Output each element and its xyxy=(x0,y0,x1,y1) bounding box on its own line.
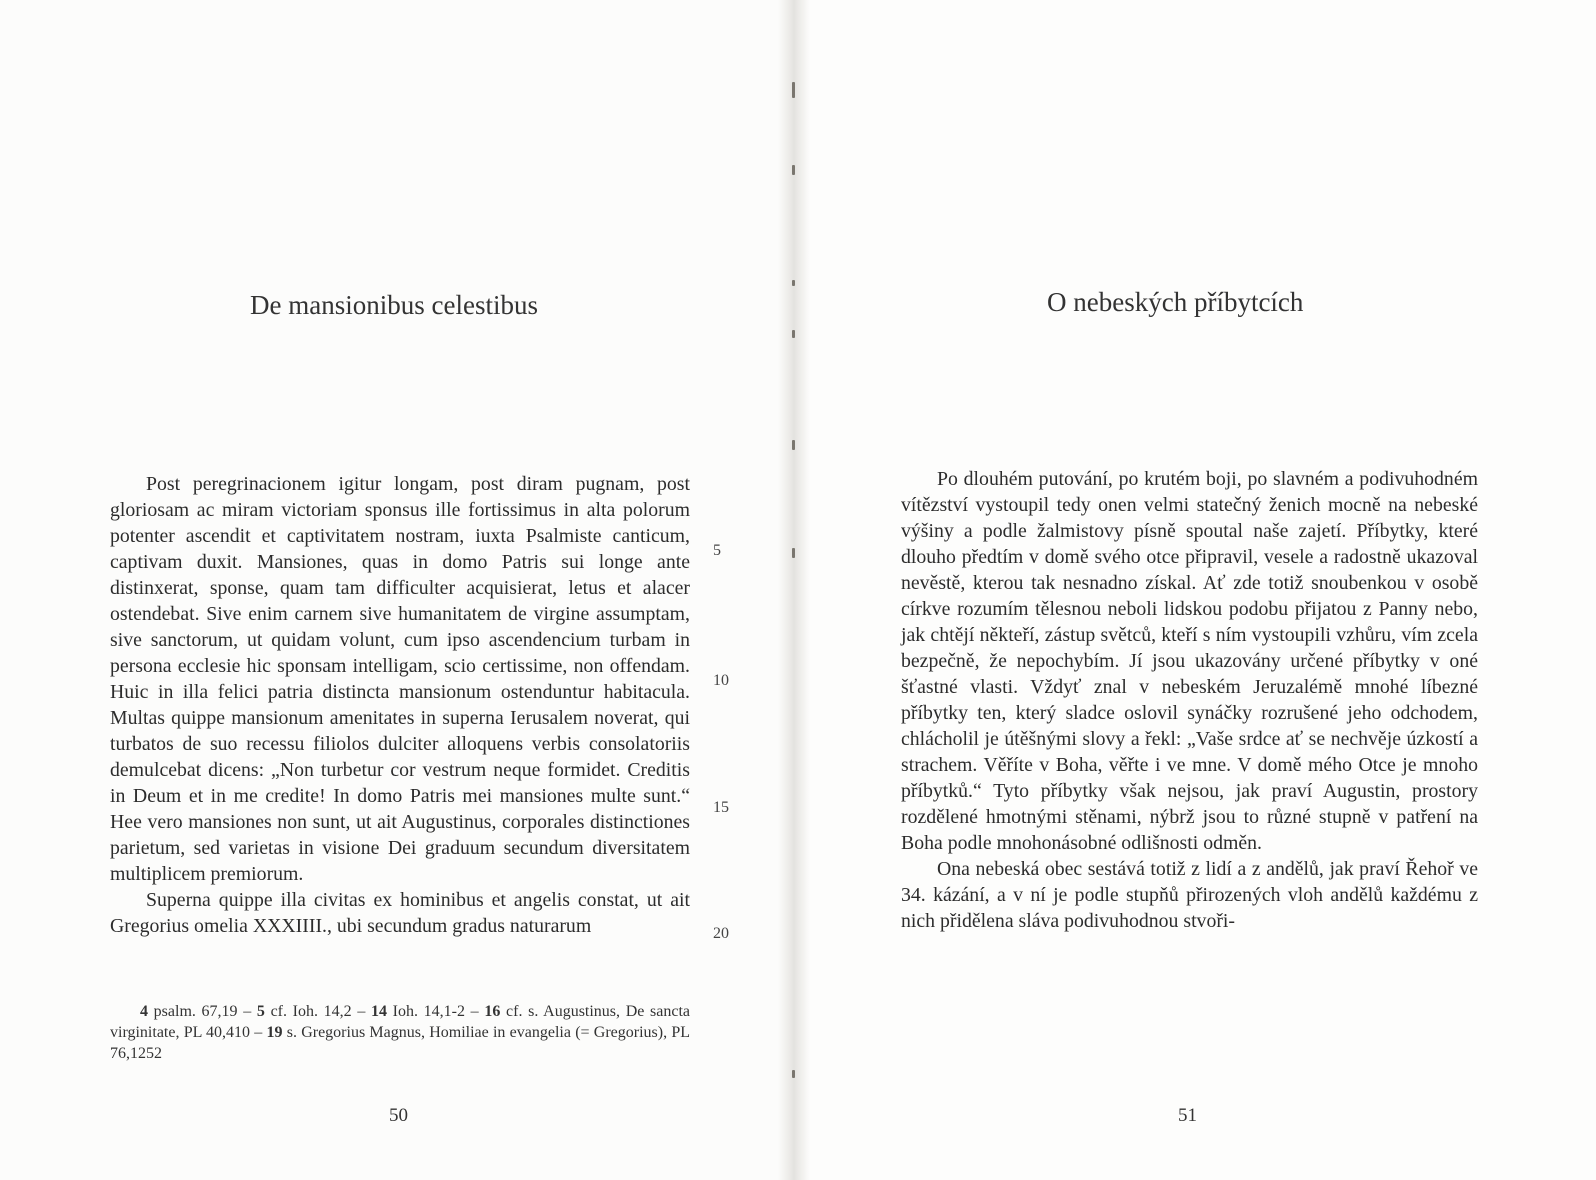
czech-paragraph-1: Po dlouhém putování, po krutém boji, po slavném a podivuhodném vítězství vystoupil tedy onen velmi statečný ženich mocně na nebeské výšiny a podle žalmistovy písně spoutal naše zajetí. Příbytky, které dlouho předtím v domě svého otce připravil, vesele a radostně ukazoval nevěstě, kterou tak nesnadno získal. Ať zde totiž snoubenkou v osobě církve rozumím tělesnou neboli lidskou podobu přijatou z Panny nebo, jak chtějí někteří, zástup světců, kteří s ním vystoupili vzhůru, vím zcela bezpečně, že nepochybím. Jí jsou ukazovány určené příbytky v oné šťastné vlasti. Vždyť znal v nebeském Jeruzalémě mnohé líbezné příbytky ten, který sladce oslovil synáčky rozrušené jeho odchodem, chlácholil je útěšnými slovy a řekl: „Vaše srdce ať se nechvěje úzkostí a strachem. Věříte v Boha, věřte i ve mne. V domě mého Otce je mnoho příbytků.“ Tyto příbytky však nejsou, jak praví Augustin, prostory rozdělené hmotnými stěnami, nýbrž jsou to různé stupně v patření na Boha podle mnohonásobné odlišnosti odměn. xyxy=(901,468,1478,854)
czech-paragraph-2: Ona nebeská obec sestává totiž z lidí a z andělů, jak praví Řehoř ve 34. kázání, a v ní je podle stupňů přirozených vloh andělů každému z nich přidělena sláva podivuhodnou stvoři- xyxy=(901,858,1478,932)
line-number-10: 10 xyxy=(713,672,729,689)
line-number-5: 5 xyxy=(713,542,721,559)
binding-mark xyxy=(792,82,795,98)
footnotes xyxy=(110,1001,690,1064)
page-number-right: 51 xyxy=(1178,1105,1197,1126)
binding-mark xyxy=(792,1070,795,1078)
latin-paragraph-2: Superna quippe illa civitas ex hominibus et angelis constat, ut ait Gregorius omelia XXXIIII., ubi secundum gradus naturarum xyxy=(110,889,690,937)
footnote-text: s. Gregorius Magnus, Homiliae in evangelia (= Gregorius), PL 76,1252 xyxy=(110,1024,691,1062)
binding-mark xyxy=(792,280,795,286)
latin-paragraph-1: Post peregrinacionem igitur longam, post diram pugnam, post gloriosam ac miram victoriam sponsus ille fortissimus in alta polorum potenter ascendit et captivitatem nostram, iuxta Psalmiste canticum, captivam duxit. Mansiones, quas in domo Patris sui longe ante distinxerat, sponse, quam tam difficulter acquisierat, letus et alacer ostendebat. Sive enim carnem sive humanitatem de virgine assumptam, sive sanctorum, ut quidam volunt, cum ipso ascendencium turbam in persona ecclesie hic sponsam intelligam, scio certissime, non offendam. Huic in illa felici patria distincta mansionum ostenduntur habitacula. Multas quippe mansionum amenitates in superna Ierusalem noverat, qui turbatos de suo recessu filiolos dulciter alloquens verbis consolatoriis demulcebat dicens: „Non turbetur cor vestrum neque formidet. Creditis in Deum et in me credite! In domo Patris mei mansiones multe sunt.“ Hee vero mansiones non sunt, ut ait Augustinus, corporales distinctiones parietum, sed varietas in visione Dei graduum secundum diversitatem multiplicem premiorum. xyxy=(110,473,690,885)
footnote-ref: 16 xyxy=(484,1003,501,1020)
footnote-ref: 5 xyxy=(256,1003,265,1020)
latin-body-text xyxy=(110,471,690,939)
footnote-ref: 19 xyxy=(266,1024,283,1041)
footnote-text: psalm. 67,19 – xyxy=(148,1003,257,1020)
right-page xyxy=(792,0,1596,1180)
footnote-ref: 14 xyxy=(371,1003,388,1020)
line-number-15: 15 xyxy=(713,799,729,816)
footnote-text: Ioh. 14,1-2 – xyxy=(387,1003,485,1020)
binding-mark xyxy=(792,330,795,338)
footnote-line xyxy=(110,1001,690,1064)
page-number-left: 50 xyxy=(389,1105,408,1126)
czech-chapter-title: O nebeských příbytcích xyxy=(1047,287,1304,317)
latin-chapter-title: De mansionibus celestibus xyxy=(250,290,538,320)
line-number-20: 20 xyxy=(713,925,729,942)
binding-mark xyxy=(792,440,795,450)
footnote-ref: 4 xyxy=(140,1003,148,1020)
footnote-text: cf. s. Augustinus, De sancta virginitate, PL 40,410 – xyxy=(110,1003,691,1041)
binding-mark xyxy=(792,165,795,175)
footnote-text: cf. Ioh. 14,2 – xyxy=(264,1003,372,1020)
czech-body-text xyxy=(901,466,1478,934)
binding-mark xyxy=(792,548,795,558)
left-page xyxy=(0,0,792,1180)
book-gutter xyxy=(778,0,810,1180)
